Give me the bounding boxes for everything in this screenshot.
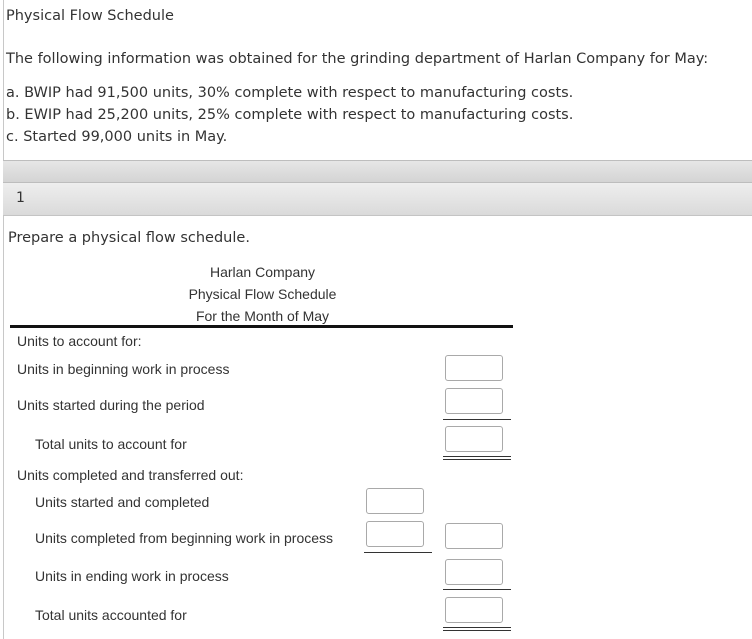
ewip-input[interactable] [445,559,503,585]
bwip-label: Units in beginning work in process [17,361,230,377]
from-bwip-subtotal-underline [364,552,432,553]
header-rule [10,325,513,328]
total-to-account-input[interactable] [445,426,503,452]
schedule-name: Physical Flow Schedule [188,286,337,302]
question-title: Physical Flow Schedule [6,8,174,24]
step-number: 1 [16,190,25,206]
from-bwip-total-input[interactable] [445,523,503,549]
total-accounted-input[interactable] [445,597,503,623]
units-to-account-heading: Units to account for: [17,333,142,349]
total-to-account-label: Total units to account for [35,436,187,452]
left-border [3,0,4,639]
total-accounted-label: Total units accounted for [35,607,187,623]
total-to-account-double-underline [443,456,511,460]
from-bwip-subtotal-input[interactable] [366,521,424,547]
started-completed-input[interactable] [366,488,424,514]
schedule-company: Harlan Company [209,264,316,280]
schedule-period: For the Month of May [195,308,330,324]
section-divider [3,160,752,183]
ewip-underline [443,589,511,590]
started-label: Units started during the period [17,397,205,413]
question-intro: The following information was obtained for the grinding department of Harlan Company for May: [6,51,709,67]
condition-b: b. EWIP had 25,200 units, 25% complete with respect to manufacturing costs. [6,107,574,123]
condition-a: a. BWIP had 91,500 units, 30% complete with respect to manufacturing costs. [6,85,574,101]
ewip-label: Units in ending work in process [35,568,229,584]
condition-c: c. Started 99,000 units in May. [6,129,228,145]
started-completed-label: Units started and completed [35,494,210,510]
step-prompt: Prepare a physical flow schedule. [8,230,250,246]
bwip-input[interactable] [445,355,503,381]
step-header [3,183,752,216]
started-input[interactable] [445,388,503,414]
started-underline [443,419,511,420]
completed-transferred-heading: Units completed and transferred out: [17,467,244,483]
from-bwip-label: Units completed from beginning work in process [35,530,334,546]
total-accounted-double-underline [443,627,511,631]
